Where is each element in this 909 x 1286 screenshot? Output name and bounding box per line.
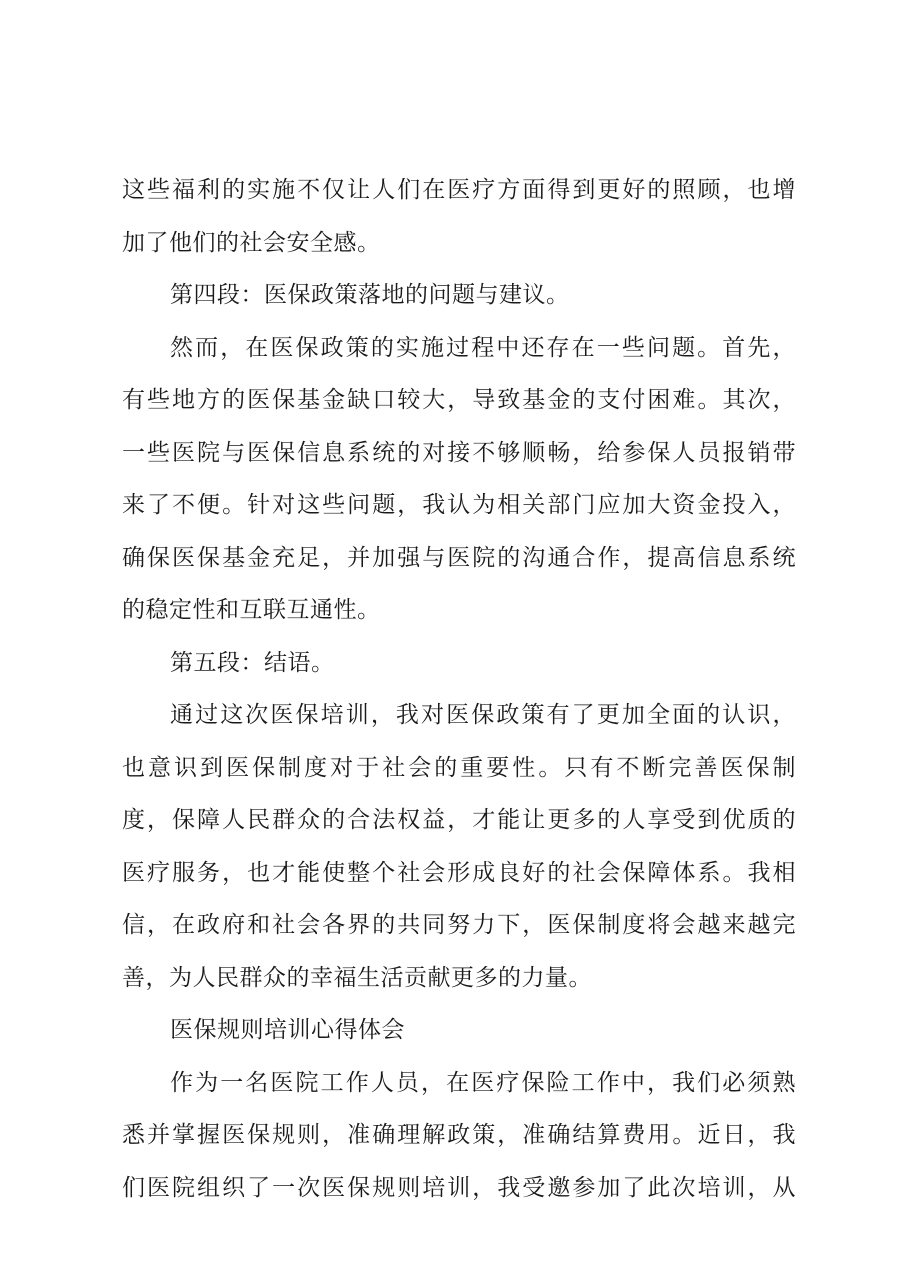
text-line: 的稳定性和互联互通性。	[122, 597, 381, 623]
text-line: 有些地方的医保基金缺口较大，导致基金的支付困难。其次，	[122, 387, 796, 413]
text-line: 确保医保基金充足，并加强与医院的沟通合作，提高信息系统	[122, 544, 796, 571]
text-line: 第五段：结语。	[170, 649, 335, 676]
text-line: 这些福利的实施不仅让人们在医疗方面得到更好的照顾，也增	[122, 177, 796, 203]
text-line: 善，为人民群众的幸福生活贡献更多的力量。	[122, 964, 592, 991]
text-line: 通过这次医保培训，我对医保政策有了更加全面的认识，	[170, 702, 796, 728]
text-line: 医保规则培训心得体会	[170, 1017, 405, 1043]
text-line: 第四段：医保政策落地的问题与建议。	[170, 282, 570, 308]
text-line: 加了他们的社会安全感。	[122, 229, 381, 256]
document-body	[122, 164, 796, 1214]
text-line: 们医院组织了一次医保规则培训，我受邀参加了此次培训，从	[122, 1174, 796, 1201]
text-line: 悉并掌握医保规则，准确理解政策，准确结算费用。近日，我	[122, 1122, 796, 1148]
text-line: 医疗服务，也才能使整个社会形成良好的社会保障体系。我相	[122, 859, 796, 886]
text-line: 来了不便。针对这些问题，我认为相关部门应加大资金投入，	[122, 492, 796, 518]
text-line: 信，在政府和社会各界的共同努力下，医保制度将会越来越完	[122, 912, 796, 938]
text-line: 作为一名医院工作人员，在医疗保险工作中，我们必须熟	[170, 1069, 796, 1096]
text-line: 一些医院与医保信息系统的对接不够顺畅，给参保人员报销带	[122, 439, 796, 466]
text-line: 也意识到医保制度对于社会的重要性。只有不断完善医保制	[122, 754, 796, 781]
text-line: 然而，在医保政策的实施过程中还存在一些问题。首先，	[170, 334, 796, 361]
text-line: 度，保障人民群众的合法权益，才能让更多的人享受到优质的	[122, 807, 796, 833]
